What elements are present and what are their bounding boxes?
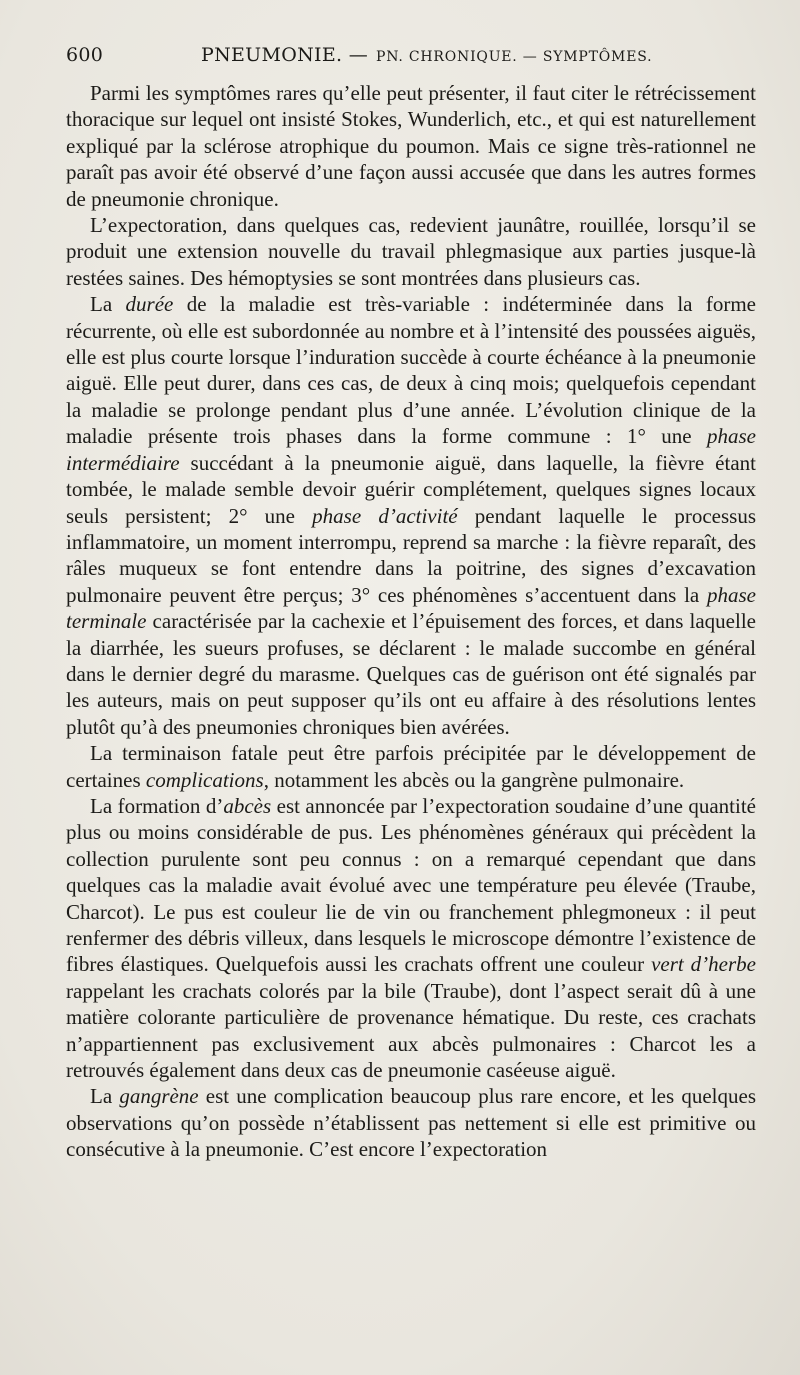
text-run: La terminaison fatale peut être parfois précipitée par le développement de certaines — [66, 741, 756, 792]
text-run: La — [90, 292, 126, 317]
italic-term: phase intermédiaire — [66, 424, 756, 475]
text-run: Parmi les symptômes rares qu’elle peut présenter, il faut citer le rétrécissement thoracique sur lequel ont insisté Stokes, Wunderlich, etc., et qui est naturellement expliqué par la sclérose atrophique du poumon. Mais ce signe très-rationnel ne paraît pas avoir été observé d’une façon aussi accusée que dans les autres formes de pneumonie chronique. — [66, 81, 756, 211]
text-run: de la maladie est très-variable : indéterminée dans la forme récurrente, où elle est subordonnée au nombre et à l’intensité des poussées aiguës, elle est plus courte lorsque l’induration succède à courte échéance à la pneumonie aiguë. Elle peut durer, dans ces cas, de deux à cinq mois; quelquefois cependant la maladie se prolonge pendant plus d’une année. L’évolution clinique de la maladie présente trois phases dans la forme commune : 1° une — [66, 292, 756, 449]
paragraph — [66, 212, 756, 291]
text-run: caractérisée par la cachexie et l’épuisement des forces, et dans laquelle la diarrhée, les sueurs profuses, se déclarent : le malade succombe en général dans le dernier degré du marasme. Quelques cas de guérison ont été signalés par les auteurs, mais on peut supposer qu’ils ont eu affaire à des résolutions lentes plutôt qu’à des pneumonies chroniques bien avérées. — [66, 609, 756, 739]
text-run: L’expectoration, dans quelques cas, redevient jaunâtre, rouillée, lorsqu’il se produit une extension nouvelle du travail phlegmasique aux parties jusque-là restées saines. Des hémoptysies se sont montrées dans plusieurs cas. — [66, 213, 756, 290]
running-header — [66, 44, 760, 66]
italic-term: durée — [125, 292, 174, 317]
paragraph — [66, 1083, 756, 1162]
italic-term: phase terminale — [66, 582, 756, 634]
paragraph — [66, 80, 756, 212]
italic-term: complications — [145, 767, 264, 792]
page-number: 600 — [66, 44, 104, 66]
text-run: La formation d’ — [90, 793, 224, 818]
text-run: La — [90, 1084, 120, 1109]
text-run: succédant à la pneumonie aiguë, dans laquelle, la fièvre étant tombée, le malade semble devoir guérir complétement, quelques signes locaux seuls persistent; 2° une — [66, 450, 756, 528]
running-title: PNEUMONIE. — — [201, 44, 369, 66]
body-text — [66, 80, 756, 1163]
text-run: est annoncée par l’expectoration soudaine d’une quantité plus ou moins considérable de pus. Les phénomènes généraux qui précèdent la collection purulente sont peu connus : on a remarqué cependant que dans quelques cas la maladie avait évolué avec une température peu élevée (Traube, Charcot). Le pus est couleur lie de vin ou franchement phlegmoneux : il peut renfermer des débris villeux, dans lesquels le microscope démontre l’existence de fibres élastiques. Quelquefois aussi les crachats offrent une couleur — [66, 793, 756, 977]
italic-term: phase d’activité — [312, 503, 458, 528]
paragraph — [66, 291, 756, 740]
text-run: pendant laquelle le processus inflammatoire, un moment interrompu, reprend sa marche : la fièvre reparaît, des râles muqueux se font entendre dans la poitrine, des signes d’excavation pulmonaire peuvent être perçus; 3° ces phénomènes s’accentuent dans la — [66, 503, 756, 607]
text-run: rappelant les crachats colorés par la bile (Traube), dont l’aspect serait dû à une matière colorante particulière de provenance hématique. Du reste, ces crachats n’appartiennent pas exclusivement aux abcès pulmonaires : Charcot les a retrouvés également dans deux cas de pneumonie caséeuse aiguë. — [66, 978, 756, 1083]
paragraph — [66, 793, 756, 1083]
italic-term: abcès — [223, 793, 272, 818]
text-run: , notamment les abcès ou la gangrène pulmonaire. — [263, 767, 685, 792]
running-subtitle: PN. CHRONIQUE. — SYMPTÔMES. — [376, 49, 653, 65]
text-run: est une complication beaucoup plus rare encore, et les quelques observations qu’on possède n’établissent pas nettement si elle est primitive ou consécutive à la pneumonie. C’est encore l’expectoration — [66, 1084, 756, 1162]
italic-term: gangrène — [119, 1084, 199, 1109]
paragraph — [66, 740, 756, 793]
italic-term: vert d’herbe — [651, 952, 756, 977]
